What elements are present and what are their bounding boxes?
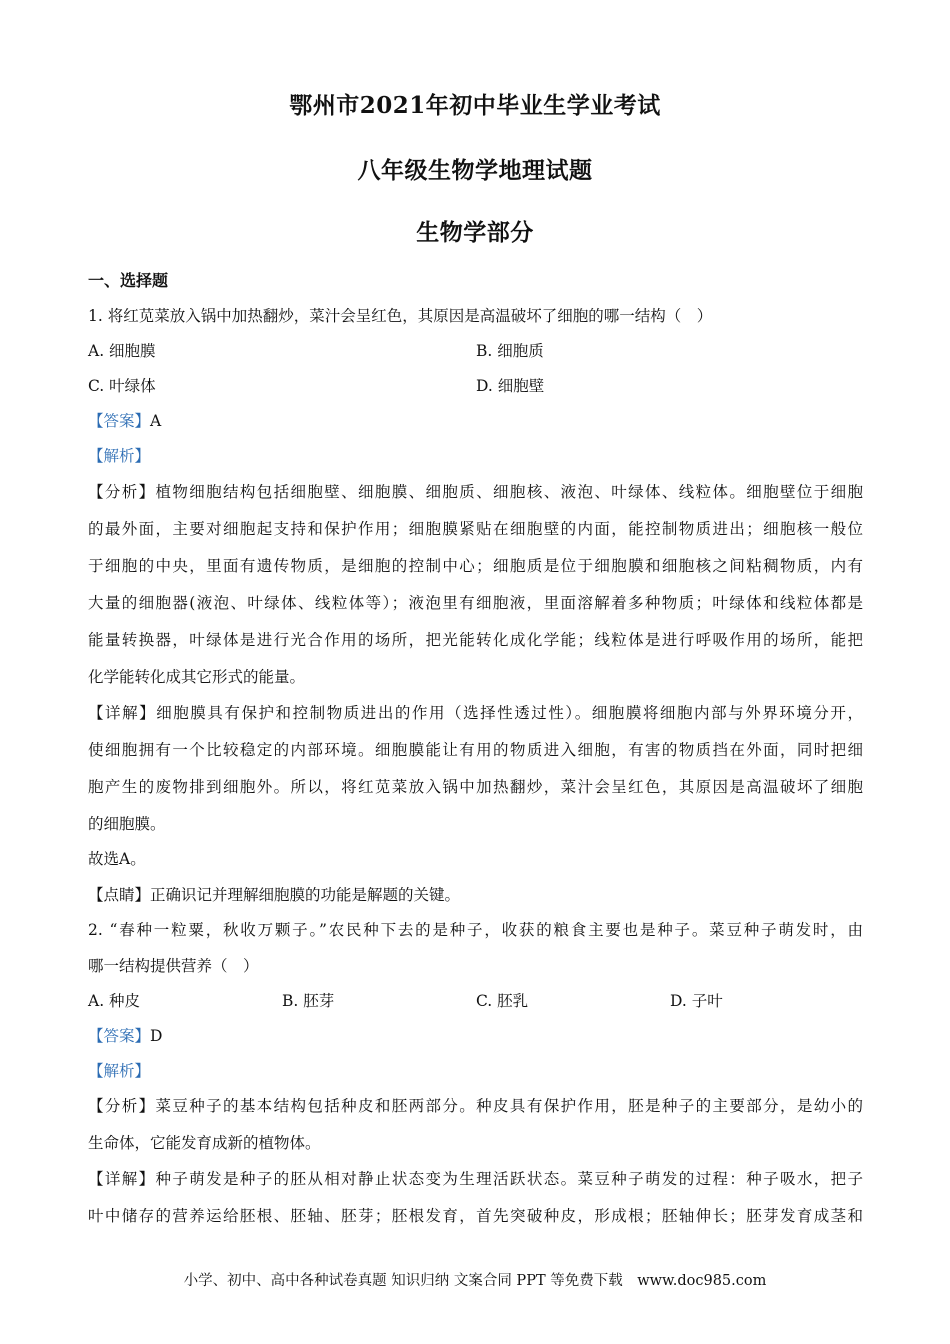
- exam-title: 鄂州市2021年初中毕业生学业考试: [289, 92, 661, 119]
- q1-option-d: D. 细胞壁: [476, 377, 545, 395]
- q1-detail-line: [88, 703, 863, 723]
- q2-answer: [88, 1026, 863, 1046]
- exam-subtitle: 八年级生物学地理试题: [357, 157, 593, 184]
- analysis-text: 植物细胞结构包括细胞壁、细胞膜、细胞质、细胞核、液泡、叶绿体、线粒体。细胞壁位于细胞: [155, 483, 863, 501]
- q1-detail-line: 的细胞膜。: [88, 815, 166, 833]
- tip-tag: 【点睛】: [88, 886, 151, 904]
- answer-tag: 【答案】: [88, 412, 151, 430]
- page-footer: 小学、初中、高中各种试卷真题 知识归纳 文案合同 PPT 等免费下载 www.doc985.com: [183, 1273, 767, 1289]
- q1-tip: [88, 885, 863, 905]
- detail-text: 细胞膜具有保护和控制物质进出的作用（选择性透过性）。细胞膜将细胞内部与外界环境分开，: [156, 704, 863, 722]
- tip-text: 正确识记并理解细胞膜的功能是解题的关键。: [150, 886, 461, 904]
- q1-detail-line: 胞产生的废物排到细胞外。所以，将红苋菜放入锅中加热翻炒，菜汁会呈红色，其原因是高温破坏了细胞: [88, 778, 863, 796]
- analysis-tag: 【分析】: [88, 483, 156, 501]
- q1-analysis-line: 于细胞的中央，里面有遗传物质，是细胞的控制中心；细胞质是位于细胞膜和细胞核之间粘稠物质，内有: [88, 557, 863, 575]
- q1-stem: 1. 将红苋菜放入锅中加热翻炒，菜汁会呈红色，其原因是高温破坏了细胞的哪一结构（ ）: [88, 307, 713, 325]
- q2-option-b: B. 胚芽: [282, 992, 335, 1010]
- q1-jiexi-tag: 【解析】: [88, 447, 151, 465]
- q2-detail-line: 叶中储存的营养运给胚根、胚轴、胚芽；胚根发育，首先突破种皮，形成根；胚轴伸长；胚芽发育成茎和: [88, 1207, 863, 1225]
- detail-text: 种子萌发是种子的胚从相对静止状态变为生理活跃状态。菜豆种子萌发的过程：种子吸水，把子: [155, 1170, 863, 1188]
- q1-analysis-line: [88, 482, 863, 502]
- q1-analysis-line: 大量的细胞器(液泡、叶绿体、线粒体等）；液泡里有细胞液，里面溶解着多种物质；叶绿体和线粒体都是: [88, 594, 863, 612]
- q2-option-a: A. 种皮: [88, 992, 141, 1010]
- q2-option-c: C. 胚乳: [476, 992, 529, 1010]
- answer-value: A: [150, 412, 162, 430]
- q2-stem: 2. “春种一粒粟，秋收万颗子。”农民种下去的是种子，收获的粮食主要也是种子。菜豆种子萌发时，由: [88, 921, 863, 939]
- q1-answer: [88, 411, 863, 431]
- q1-analysis-line: 的最外面，主要对细胞起支持和保护作用；细胞膜紧贴在细胞壁的内面，能控制物质进出；细胞核一般位: [88, 520, 863, 538]
- answer-value: D: [150, 1027, 163, 1045]
- q2-jiexi-tag: 【解析】: [88, 1062, 151, 1080]
- q2-analysis-line: 生命体，它能发育成新的植物体。: [88, 1134, 321, 1152]
- q2-analysis-line: [88, 1096, 863, 1116]
- q1-analysis-line: 化学能转化成其它形式的能量。: [88, 668, 306, 686]
- q2-detail-line: [88, 1169, 863, 1189]
- q1-analysis-line: 能量转换器，叶绿体是进行光合作用的场所，把光能转化成化学能；线粒体是进行呼吸作用的场所，能把: [88, 631, 863, 649]
- detail-tag: 【详解】: [88, 1170, 156, 1188]
- analysis-text: 菜豆种子的基本结构包括种皮和胚两部分。种皮具有保护作用，胚是种子的主要部分，是幼小的: [155, 1097, 863, 1115]
- answer-tag: 【答案】: [88, 1027, 151, 1045]
- analysis-tag: 【分析】: [88, 1097, 156, 1115]
- section-heading: 生物学部分: [416, 219, 534, 246]
- q1-conclusion: 故选A。: [88, 850, 146, 868]
- section-choice-questions: 一、选择题: [88, 271, 169, 290]
- q2-option-d: D. 子叶: [670, 992, 723, 1010]
- q2-stem: 哪一结构提供营养（ ）: [88, 957, 259, 975]
- q1-option-a: A. 细胞膜: [88, 342, 156, 360]
- q1-detail-line: 使细胞拥有一个比较稳定的内部环境。细胞膜能让有用的物质进入细胞，有害的物质挡在外面，同时把细: [88, 741, 863, 759]
- q1-option-c: C. 叶绿体: [88, 377, 156, 395]
- q1-option-b: B. 细胞质: [476, 342, 544, 360]
- detail-tag: 【详解】: [88, 704, 157, 722]
